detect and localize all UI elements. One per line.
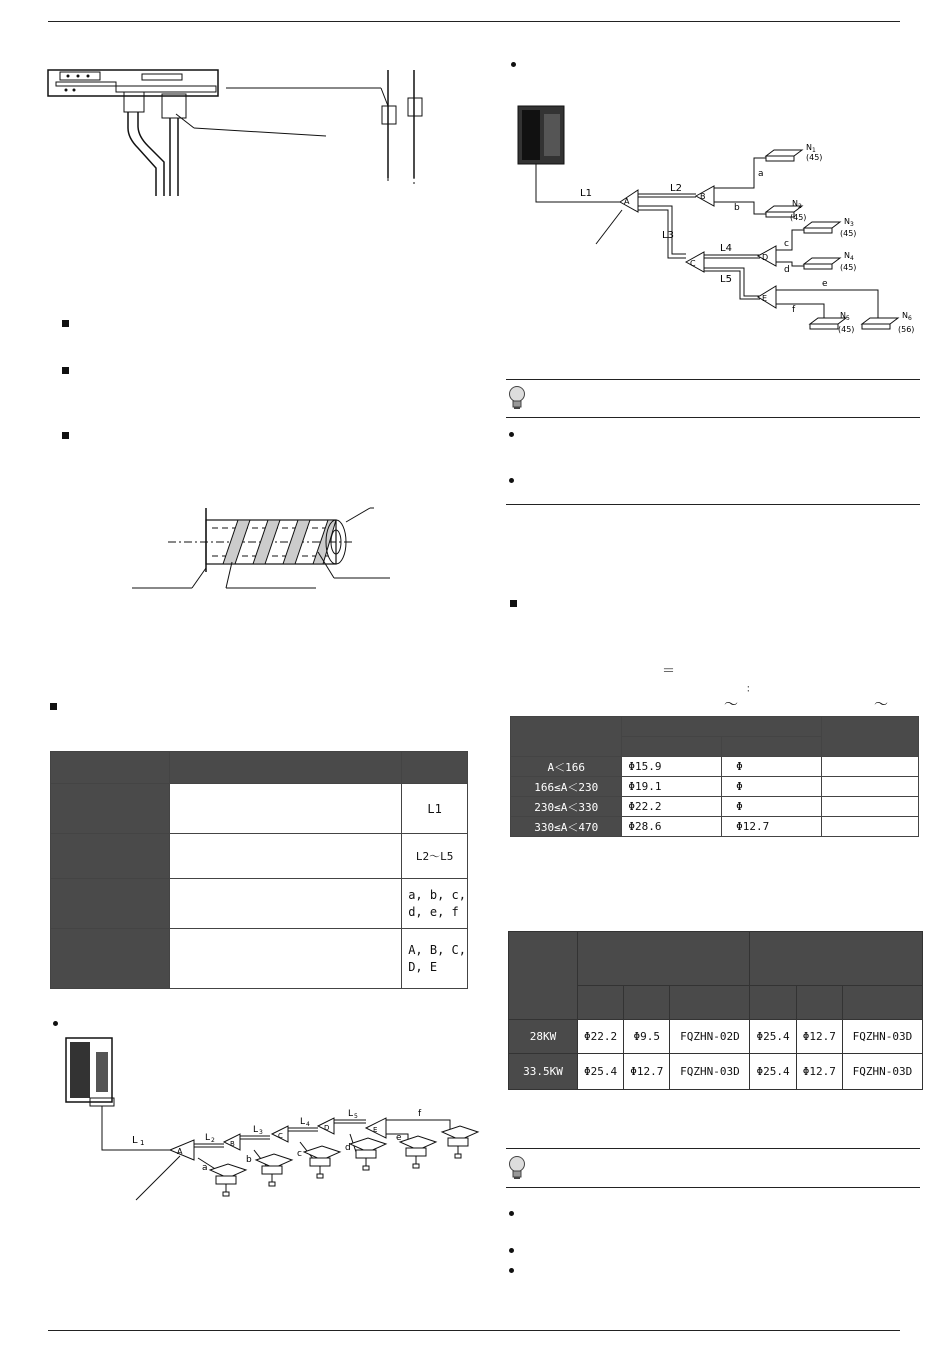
joint-label: C xyxy=(690,259,696,268)
pipe-code-cell: A, B, C, D, E xyxy=(402,929,468,989)
unit-label: N xyxy=(840,311,846,320)
note-bullet xyxy=(509,432,514,437)
capacity-pipe-table xyxy=(510,716,919,837)
unit-label-sub: 4 xyxy=(850,255,854,262)
joint-label: E xyxy=(373,1126,378,1134)
bullet-3 xyxy=(62,432,69,439)
bullet-section-pipes xyxy=(50,703,57,710)
branch-label: f xyxy=(792,305,796,315)
pipe-label: L xyxy=(132,1135,138,1146)
formula-colon: ： xyxy=(746,684,756,695)
pipe-code-cell: a, b, c, d, e, f xyxy=(402,879,468,929)
liquid-pipe-size: Φ xyxy=(722,757,822,777)
joint-label: B xyxy=(230,1140,235,1148)
pipe-type-table xyxy=(50,751,468,989)
pipe-label: L xyxy=(300,1117,306,1127)
footer-rule xyxy=(48,1330,900,1331)
formula-tilde: ～ xyxy=(874,697,888,713)
liquid-pipe-size: Φ xyxy=(722,797,822,817)
branch-label: c xyxy=(297,1149,302,1159)
header-rule xyxy=(48,21,900,22)
capacity-range: A＜166 xyxy=(511,757,622,777)
branch-label: d xyxy=(345,1143,351,1153)
unit-label-sub: 5 xyxy=(846,315,850,322)
pipe-code-cell: L2～L5 xyxy=(402,834,468,879)
insulation-wrap-drawing xyxy=(128,500,396,596)
pipe-code-cell: L1 xyxy=(402,784,468,834)
pipe-label-sub: 1 xyxy=(140,1139,145,1147)
table-cell: Φ12.7 xyxy=(796,1020,842,1054)
note-rule-bottom xyxy=(506,504,920,505)
unit-capacity: (45) xyxy=(840,229,857,238)
table-cell: Φ25.4 xyxy=(578,1054,624,1090)
table-cell: FQZHN-02D xyxy=(670,1020,750,1054)
table-cell: Φ12.7 xyxy=(796,1054,842,1090)
joint-label: B xyxy=(700,192,706,201)
joint-label: A xyxy=(624,197,630,206)
table-cell: FQZHN-03D xyxy=(842,1054,922,1090)
pipe-label: L xyxy=(348,1109,354,1119)
capacity-range: 166≤A＜230 xyxy=(511,777,622,797)
note-rule-top xyxy=(506,379,920,380)
outdoor-model: 28KW xyxy=(509,1020,578,1054)
unit-capacity: (45) xyxy=(838,325,855,334)
note2-bullet xyxy=(509,1211,514,1216)
liquid-pipe-size: Φ12.7 xyxy=(722,817,822,837)
pipe-label: L5 xyxy=(720,274,732,285)
branch-label: c xyxy=(784,239,789,249)
pipe-label-sub: 2 xyxy=(211,1137,215,1144)
pipe-label-sub: 5 xyxy=(354,1113,358,1120)
branch-label: a xyxy=(202,1163,208,1173)
branch-label: d xyxy=(784,265,790,275)
gas-pipe-size: Φ28.6 xyxy=(622,817,722,837)
outdoor-model: 33.5KW xyxy=(509,1054,578,1090)
pipe-label-sub: 3 xyxy=(259,1129,263,1136)
unit-capacity: (45) xyxy=(806,153,823,162)
unit-label: N xyxy=(844,251,850,260)
table-cell: Φ9.5 xyxy=(624,1020,670,1054)
table-cell: Φ22.2 xyxy=(578,1020,624,1054)
joint-label: D xyxy=(762,253,769,262)
outdoor-unit-pipe-table xyxy=(508,931,923,1090)
bullet-series-diagram xyxy=(53,1021,58,1026)
note-bullet xyxy=(509,478,514,483)
note2-rule-top xyxy=(506,1148,920,1149)
branch-label: a xyxy=(758,169,764,179)
unit-label-sub: 3 xyxy=(850,221,854,228)
branch-label: e xyxy=(396,1133,402,1143)
unit-capacity: (45) xyxy=(840,263,857,272)
valve-installation-drawing xyxy=(46,58,436,198)
note2-rule-mid xyxy=(506,1187,920,1188)
pipe-label: L4 xyxy=(720,243,732,254)
pipe-label: L3 xyxy=(662,230,674,241)
branch-label: f xyxy=(418,1109,422,1119)
formula-tilde: ～ xyxy=(724,697,738,713)
table-cell: Φ12.7 xyxy=(624,1054,670,1090)
unit-label-sub: 2 xyxy=(798,203,802,210)
pipe-label: L1 xyxy=(580,188,592,199)
tree-piping-diagram xyxy=(510,100,930,345)
joint-label: D xyxy=(324,1124,330,1132)
bullet-tree-diagram xyxy=(511,62,516,67)
pipe-label: L xyxy=(253,1125,259,1135)
joint-label: C xyxy=(278,1132,283,1140)
unit-label: N xyxy=(844,217,850,226)
gas-pipe-size: Φ19.1 xyxy=(622,777,722,797)
joint-label: A xyxy=(177,1147,183,1156)
bullet-1 xyxy=(62,320,69,327)
unit-capacity: (45) xyxy=(790,213,807,222)
capacity-range: 230≤A＜330 xyxy=(511,797,622,817)
pipe-label: L2 xyxy=(670,183,682,194)
pipe-label: L xyxy=(205,1133,211,1143)
bullet-2 xyxy=(62,367,69,374)
table-cell: FQZHN-03D xyxy=(670,1054,750,1090)
lightbulb-icon xyxy=(508,385,526,411)
series-piping-diagram xyxy=(60,1032,480,1212)
unit-label: N xyxy=(902,311,908,320)
gas-pipe-size: Φ22.2 xyxy=(622,797,722,817)
table-cell: FQZHN-03D xyxy=(842,1020,922,1054)
note2-bullet xyxy=(509,1268,514,1273)
note2-bullet xyxy=(509,1248,514,1253)
unit-label: N xyxy=(792,199,798,208)
note-rule-mid xyxy=(506,417,920,418)
table-cell: Φ25.4 xyxy=(750,1054,796,1090)
branch-label: b xyxy=(246,1155,252,1165)
lightbulb-icon xyxy=(508,1155,526,1181)
bullet-section-capacity xyxy=(510,600,517,607)
pipe-label-sub: 4 xyxy=(306,1121,310,1128)
branch-label: b xyxy=(734,203,740,213)
formula-equals: ＝ xyxy=(662,664,676,679)
gas-pipe-size: Φ15.9 xyxy=(622,757,722,777)
unit-capacity: (56) xyxy=(898,325,915,334)
unit-label: N xyxy=(806,143,812,152)
capacity-range: 330≤A＜470 xyxy=(511,817,622,837)
unit-label-sub: 6 xyxy=(908,315,912,322)
branch-label: e xyxy=(822,279,828,289)
unit-label-sub: 1 xyxy=(812,147,816,154)
joint-label: E xyxy=(762,294,768,303)
table-cell: Φ25.4 xyxy=(750,1020,796,1054)
liquid-pipe-size: Φ xyxy=(722,777,822,797)
